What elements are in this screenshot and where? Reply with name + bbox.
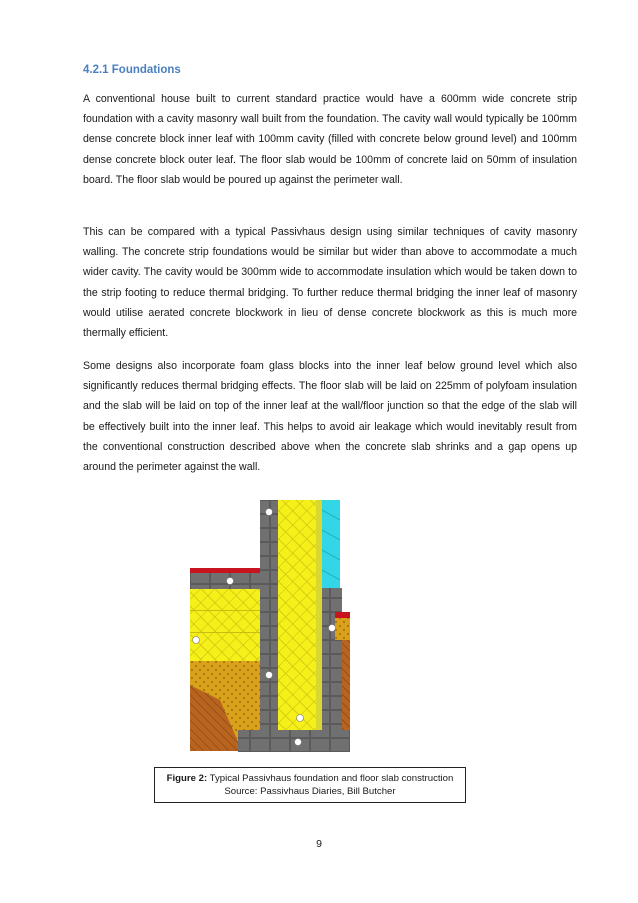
page-number: 9 — [316, 838, 322, 850]
paragraph-1: A conventional house built to current standard practice would have a 600mm wide concrete strip foundation with a cavity masonry wall built from the foundation. The cavity wall would typically be 100mm dense concrete block inner leaf with 100mm cavity (filled with concrete below ground level) and 100mm dense concrete block outer leaf. The floor slab would be 100mm of concrete laid on 50mm of insulation board. The floor slab would be poured up against the perimeter wall. — [83, 93, 577, 186]
floor-slab — [190, 573, 260, 589]
section-heading: 4.2.1 Foundations — [83, 64, 181, 76]
cavity-insulation — [278, 500, 322, 730]
figure-caption — [154, 767, 466, 803]
slab-insulation — [190, 589, 260, 661]
foundation-section-diagram — [190, 500, 350, 752]
paragraph-3: Some designs also incorporate foam glass blocks into the inner leaf below ground level which also significantly reduces thermal bridging effects. The floor slab will be laid on 225mm of polyfoam insulation and the slab will be laid on top of the inner leaf at the wall/floor junction so that the edge of the slab will be effectively built into the inner leaf. This helps to avoid air leakage which would inevitably result from the conventional construction described above when the concrete slab shrinks and a gap opens up around the perimeter against the wall. — [83, 360, 577, 474]
paragraph-2: This can be compared with a typical Passivhaus design using similar techniques of cavity masonry walling. The concrete strip foundations would be similar but wider than above to accommodate a much wider cavity. The cavity would be 300mm wide to accommodate insulation which would be taken down to the strip footing to reduce thermal bridging. To further reduce thermal bridging the inner leaf of masonry would utilise aerated concrete blockwork in lieu of dense concrete blockwork as this is much more thermally efficient. — [83, 226, 577, 340]
figure-caption-text: Typical Passivhaus foundation and floor slab construction — [207, 773, 454, 784]
inner-leaf-masonry — [260, 500, 278, 730]
figure-caption-source: Source: Passivhaus Diaries, Bill Butcher — [224, 786, 396, 797]
figure-caption-label: Figure 2: — [166, 773, 208, 784]
strip-foundation — [238, 730, 350, 752]
floor-finish — [190, 568, 260, 573]
